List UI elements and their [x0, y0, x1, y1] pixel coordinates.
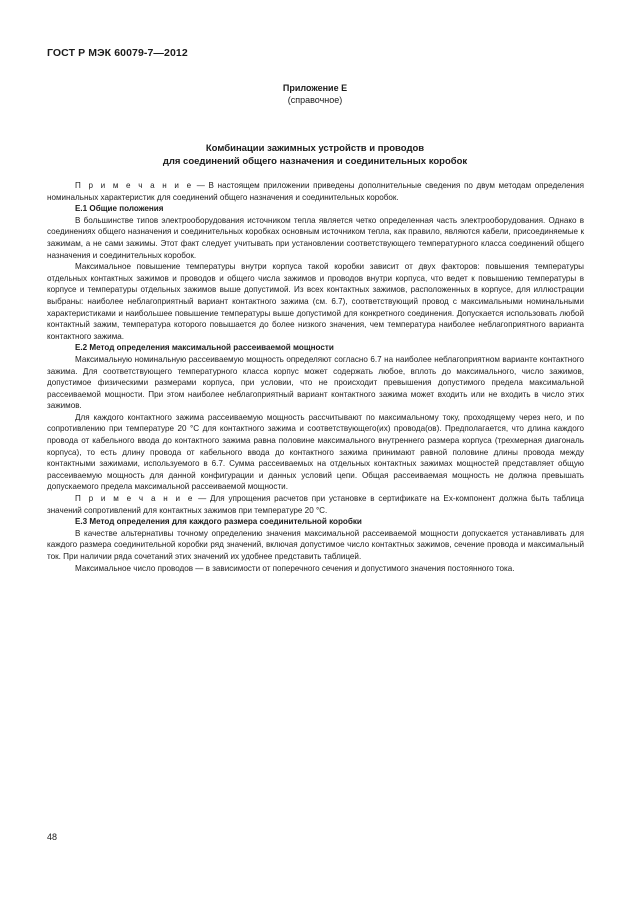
section-heading-e2: Е.2 Метод определения максимальной рассеиваемой мощности [75, 343, 334, 353]
section-heading-e1: Е.1 Общие положения [75, 204, 164, 214]
section-heading-e3: Е.3 Метод определения для каждого размера соединительной коробки [75, 517, 362, 527]
annex-subtitle: (справочное) [287, 95, 343, 105]
document-title-line2: для соединений общего назначения и соединительных коробок [162, 156, 468, 167]
paragraph: В большинстве типов электрооборудования источником тепла является четко определенная часть электрооборудования. Однако в соединениях общего назначения и соединительных коробках основным источником тепла, как правило, являются кабели, присоединяемые к зажимам, а не сами зажимы. Этот факт следует учитывать при установлении соответствующего температурного класса соединений общего назначения и соединительных коробок. [47, 215, 584, 260]
note-text: — Для упрощения расчетов при установке в сертификате на Ех-компонент должна быть таблица значений сопротивлений для контактных зажимов при температуре 20 °С. [47, 494, 584, 515]
paragraph: Максимальное повышение температуры внутри корпуса такой коробки зависит от двух факторов: повышения температуры отдельных контактных зажимов и проводов и общего числа зажимов и проводов внутри корпуса, что ведет к повышению температуры в корпусе и температуры отдельных зажимов выше допустимой. Из всех контактных зажимов, расположенных в корпусе, для иллюстрации выбраны: наиболее неблагоприятный вариант контактного зажима (см. 6.7), соответствующий провод с максимальными номинальными характеристиками и наибольшее повышение температуры выше допустимой для конкретного соединения. Допускается использовать любой контактный зажим, температура которого повышается до более низкого значения, чем температура наиболее неблагоприятного варианта контактного зажима. [47, 262, 584, 341]
note-paragraph [47, 180, 584, 203]
note-label: П р и м е ч а н и е [75, 494, 195, 504]
document-body [47, 180, 584, 574]
paragraph: В качестве альтернативы точному определению значения максимальной рассеиваемой мощности допускается устанавливать для каждого размера соединительной коробки ряд значений, включая допустимое число контактных зажимов, сечение провода и максимальный ток. При наличии ряда сочетаний этих значений их удобнее представить таблицей. [47, 528, 584, 561]
paragraph: Максимальное число проводов — в зависимости от поперечного сечения и допустимого значения постоянного тока. [75, 563, 515, 573]
document-title [0, 142, 630, 168]
paragraph: Максимальную номинальную рассеиваемую мощность определяют согласно 6.7 на наиболее неблагоприятном варианте контактного зажима. Для соответствующего температурного класса корпус может содержать любое, вплоть до максимального, число зажимов, допустимое физическими размерами корпуса, при условии, что не происходит превышения допустимого предела максимальной рассеиваемой мощности. При этом наиболее неблагоприятный вариант контактного зажима может входить или не входить в число этих зажимов. [47, 354, 584, 411]
page-number: 48 [47, 832, 58, 842]
annex-title: Приложение Е [282, 83, 348, 93]
note-label: П р и м е ч а н и е [75, 181, 194, 190]
annex-heading [0, 82, 630, 106]
standard-header: ГОСТ Р МЭК 60079-7—2012 [47, 47, 188, 59]
note-text: — В настоящем приложении приведены дополнительные сведения по двум методам определения номинальных характеристик для соединений общего назначения и соединительных коробок. [47, 181, 584, 202]
note-paragraph [47, 493, 584, 516]
document-title-line1: Комбинации зажимных устройств и проводов [205, 143, 425, 154]
paragraph: Для каждого контактного зажима рассеиваемую мощность рассчитывают по максимальному току, проходящему через него, и по сопротивлению при температуре 20 °С для контактного зажима и соответствующего(их) провода(ов). Предполагается, что длина каждого провода от кабельного ввода до контактного зажима равна половине максимального внутреннего размера корпуса (трехмерная диагональ корпуса), то есть длину провода от кабельного ввода до контактного зажима принимают равной половине длины провода между контактными зажимами, используемого в 6.7. Сумма рассеиваемых на отдельных контактных зажимах мощностей представляет общую рассеиваемую мощность для данной конфигурации и данных условий цепи. Общая рассеиваемая мощность не должна превышать допускаемого предела максимальной рассеиваемой мощности. [47, 412, 584, 492]
